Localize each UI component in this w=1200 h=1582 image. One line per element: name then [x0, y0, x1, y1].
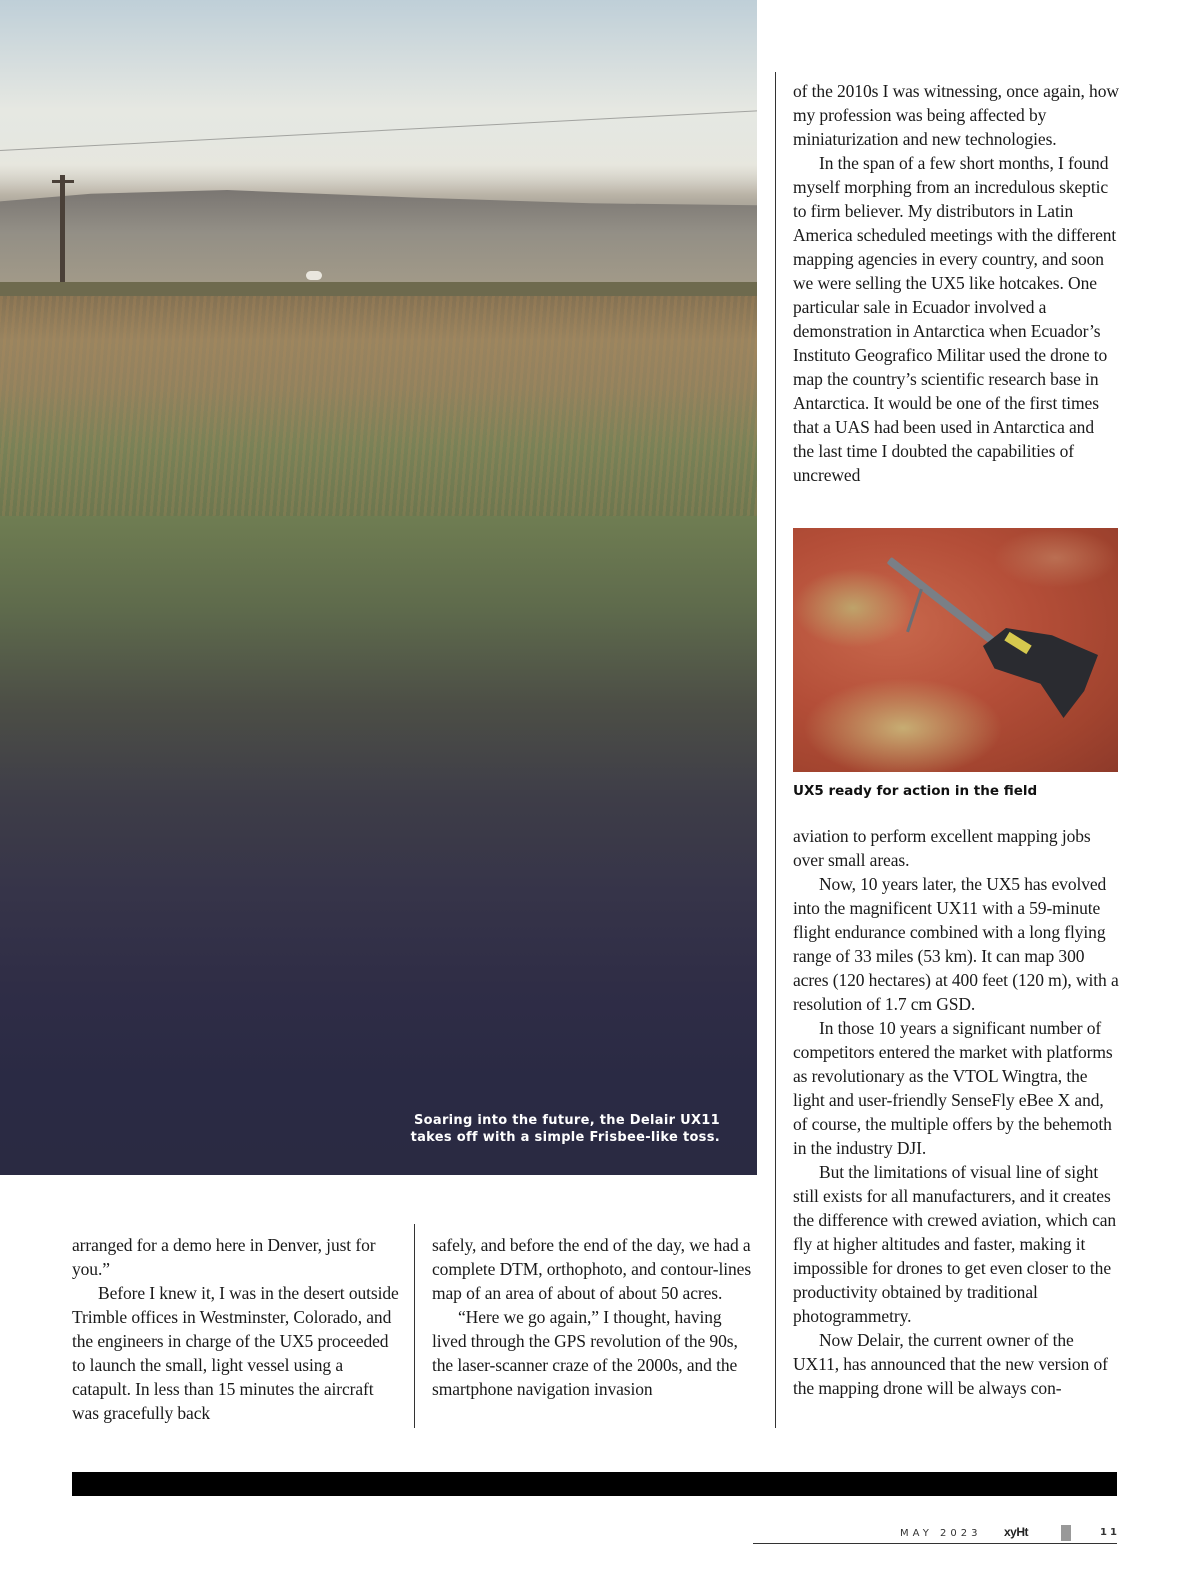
- col1-paragraph-1: arranged for a demo here in Denver, just for you.”: [72, 1235, 376, 1279]
- ux5-photo-caption: UX5 ready for action in the field: [793, 783, 1038, 799]
- fence-line: [0, 282, 757, 296]
- col1-paragraph-2: Before I knew it, I was in the desert outside Trimble offices in Westminster, Colorado, and the engineers in charge of the UX5 proceeded to launch the small, light vessel using a catapult. In less than 15 minutes the aircraft was gracefully back: [72, 1283, 399, 1423]
- footer-gray-block: [1061, 1525, 1071, 1541]
- main-photo-caption-line1: Soaring into the future, the Delair UX11: [414, 1113, 720, 1128]
- issue-date: MAY 2023: [900, 1528, 982, 1539]
- main-photo-caption-line2: takes off with a simple Frisbee-like toss.: [410, 1130, 720, 1145]
- col3b-paragraph-5: Now Delair, the current owner of the UX11, has announced that the new version of the mapping drone will be always con-: [793, 1330, 1108, 1398]
- main-photo-caption: [380, 1112, 720, 1146]
- column-divider-2: [775, 72, 776, 1428]
- grass-tuft: [993, 528, 1118, 588]
- grass-tuft: [793, 568, 913, 648]
- col3-paragraph-1: of the 2010s I was witnessing, once again, how my profession was being affected by miniaturization and new technologies.: [793, 81, 1119, 149]
- sheep: [306, 271, 322, 280]
- article-column-2: [432, 1233, 754, 1401]
- sky: [0, 0, 757, 200]
- drone-takeoff-photo: [0, 0, 757, 1175]
- column-divider-1: [414, 1224, 415, 1428]
- magazine-brand: xyHt: [1004, 1525, 1029, 1539]
- ux5-field-photo: [793, 528, 1118, 772]
- article-column-3-top: [793, 79, 1119, 487]
- col3b-paragraph-2: Now, 10 years later, the UX5 has evolved into the magnificent UX11 with a 59-minute flight endurance combined with a long flying range of 33 miles (53 km). It can map 300 acres (120 hectares) at 400 feet (120 m), with a resolution of 1.7 cm GSD.: [793, 874, 1119, 1014]
- utility-pole: [60, 175, 65, 290]
- article-column-1: [72, 1233, 400, 1425]
- moorland-grass: [0, 296, 757, 516]
- article-column-3-bottom: [793, 824, 1119, 1400]
- page-number: 11: [1100, 1527, 1120, 1538]
- footer-rule: [753, 1543, 1117, 1544]
- col3b-paragraph-4: But the limitations of visual line of sight still exists for all manufacturers, and it creates the difference with crewed aviation, which can fly at higher altitudes and faster, making it impossible for drones to get even closer to the productivity obtained by traditional photogrammetry.: [793, 1162, 1117, 1326]
- col3b-paragraph-1: aviation to perform excellent mapping jobs over small areas.: [793, 826, 1091, 870]
- col3b-paragraph-3: In those 10 years a significant number of competitors entered the market with platforms as revolutionary as the VTOL Wingtra, the light and user-friendly SenseFly eBee X and, of course, the multiple offers by the behemoth in the industry DJI.: [793, 1018, 1113, 1158]
- col2-paragraph-1: safely, and before the end of the day, we had a complete DTM, orthophoto, and contour-lines map of an area of about of about 50 acres.: [432, 1235, 752, 1303]
- grass-tuft: [803, 678, 1003, 772]
- utility-pole-crossbar: [52, 180, 74, 183]
- col2-paragraph-2: “Here we go again,” I thought, having lived through the GPS revolution of the 90s, the laser-scanner craze of the 2000s, and the smartphone navigation invasion: [432, 1307, 738, 1399]
- col3-paragraph-2: In the span of a few short months, I found myself morphing from an incredulous skeptic to firm believer. My distributors in Latin America scheduled meetings with the different mapping agencies in every country, and soon we were selling the UX5 like hotcakes. One particular sale in Ecuador involved a demonstration in Antarctica when Ecuador’s Instituto Geografico Militar used the drone to map the country’s scientific research base in Antarctica. It would be one of the first times that a UAS had been used in Antarctica and the last time I doubted the capabilities of uncrewed: [793, 153, 1117, 485]
- footer-black-bar: [72, 1472, 1117, 1496]
- distant-hills: [0, 190, 757, 285]
